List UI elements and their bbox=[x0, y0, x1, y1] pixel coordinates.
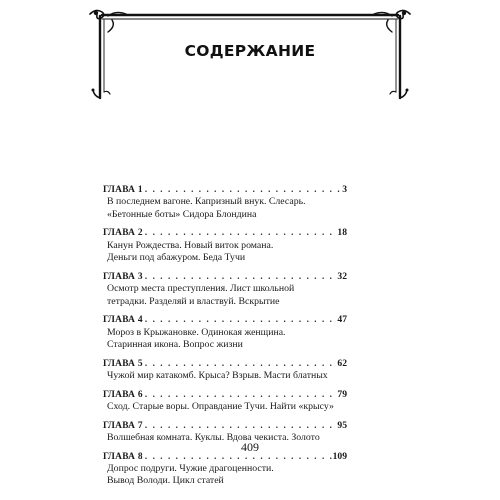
dot-leader bbox=[145, 419, 337, 431]
chapter-label: ГЛАВА 5 bbox=[103, 358, 143, 369]
dot-leader bbox=[145, 183, 341, 195]
chapter-description-line: Чужой мир катакомб. Крыса? Взрыв. Масти блатных bbox=[107, 370, 328, 382]
chapter-description-line: Волшебная комната. Куклы. Вдова чекиста. Золото bbox=[107, 432, 320, 444]
chapter-page-number: 18 bbox=[337, 227, 347, 239]
chapter-description-line: Деньги под абажуром. Беда Тучи bbox=[107, 252, 246, 264]
chapter-description-line: Вывод Володи. Цикл статей bbox=[107, 475, 224, 487]
chapter-page-number: 109 bbox=[332, 450, 347, 462]
chapter-label: ГЛАВА 6 bbox=[103, 389, 143, 400]
dot-leader bbox=[145, 270, 337, 282]
chapter-description-line: «Бетонные боты» Сидора Блондина bbox=[107, 208, 257, 220]
toc-entry-heading-line bbox=[103, 388, 347, 401]
dot-leader bbox=[145, 357, 337, 369]
chapter-page-number: 32 bbox=[337, 270, 347, 282]
toc-entry[interactable] bbox=[103, 226, 347, 264]
toc-entry-heading-line bbox=[103, 419, 347, 432]
chapter-description-line: Канун Рождества. Новый виток романа. bbox=[107, 239, 274, 251]
page-number: 409 bbox=[241, 440, 259, 454]
toc-entry[interactable] bbox=[103, 450, 347, 488]
dot-leader bbox=[145, 313, 337, 325]
toc-entry-heading-line bbox=[103, 313, 347, 326]
toc-entry[interactable] bbox=[103, 270, 347, 308]
chapter-label: ГЛАВА 3 bbox=[103, 271, 143, 282]
dot-leader bbox=[145, 388, 337, 400]
toc-entry[interactable] bbox=[103, 313, 347, 351]
chapter-label: ГЛАВА 2 bbox=[103, 228, 143, 239]
chapter-label: ГЛАВА 7 bbox=[103, 420, 143, 431]
chapter-page-number: 95 bbox=[337, 419, 347, 431]
chapter-description-line: Сход. Старые воры. Оправдание Тучи. Найти «крысу» bbox=[107, 401, 334, 413]
toc-entry-heading-line bbox=[103, 226, 347, 239]
chapter-description-line: Осмотр места преступления. Лист школьной bbox=[107, 283, 295, 295]
toc-entry-heading-line bbox=[103, 357, 347, 370]
chapter-description-line: Мороз в Крыжановке. Одинокая женщина. bbox=[107, 326, 286, 338]
chapter-description-line: Допрос подруги. Чужие драгоценности. bbox=[107, 463, 274, 475]
chapter-description-line: Старинная икона. Вопрос жизни bbox=[107, 339, 243, 351]
chapter-label: ГЛАВА 1 bbox=[103, 185, 143, 195]
chapter-page-number: 3 bbox=[342, 184, 347, 195]
contents-heading: СОДЕРЖАНИЕ bbox=[184, 42, 316, 60]
toc-entry-heading-line bbox=[103, 183, 347, 196]
chapter-page-number: 62 bbox=[337, 357, 347, 369]
toc-entry[interactable] bbox=[103, 357, 347, 383]
chapter-label: ГЛАВА 4 bbox=[103, 315, 143, 326]
dot-leader bbox=[145, 226, 337, 238]
chapter-page-number: 47 bbox=[337, 314, 347, 326]
chapter-description-line: В последнем вагоне. Капризный внук. Слесарь. bbox=[107, 196, 306, 208]
toc-entry[interactable] bbox=[103, 388, 347, 414]
toc-entry-heading-line bbox=[103, 270, 347, 283]
chapter-page-number: 79 bbox=[337, 388, 347, 400]
toc-entry[interactable] bbox=[103, 183, 347, 221]
chapter-label: ГЛАВА 8 bbox=[103, 451, 143, 462]
chapter-description-line: тетрадки. Разделяй и властвуй. Вскрытие bbox=[107, 295, 280, 307]
